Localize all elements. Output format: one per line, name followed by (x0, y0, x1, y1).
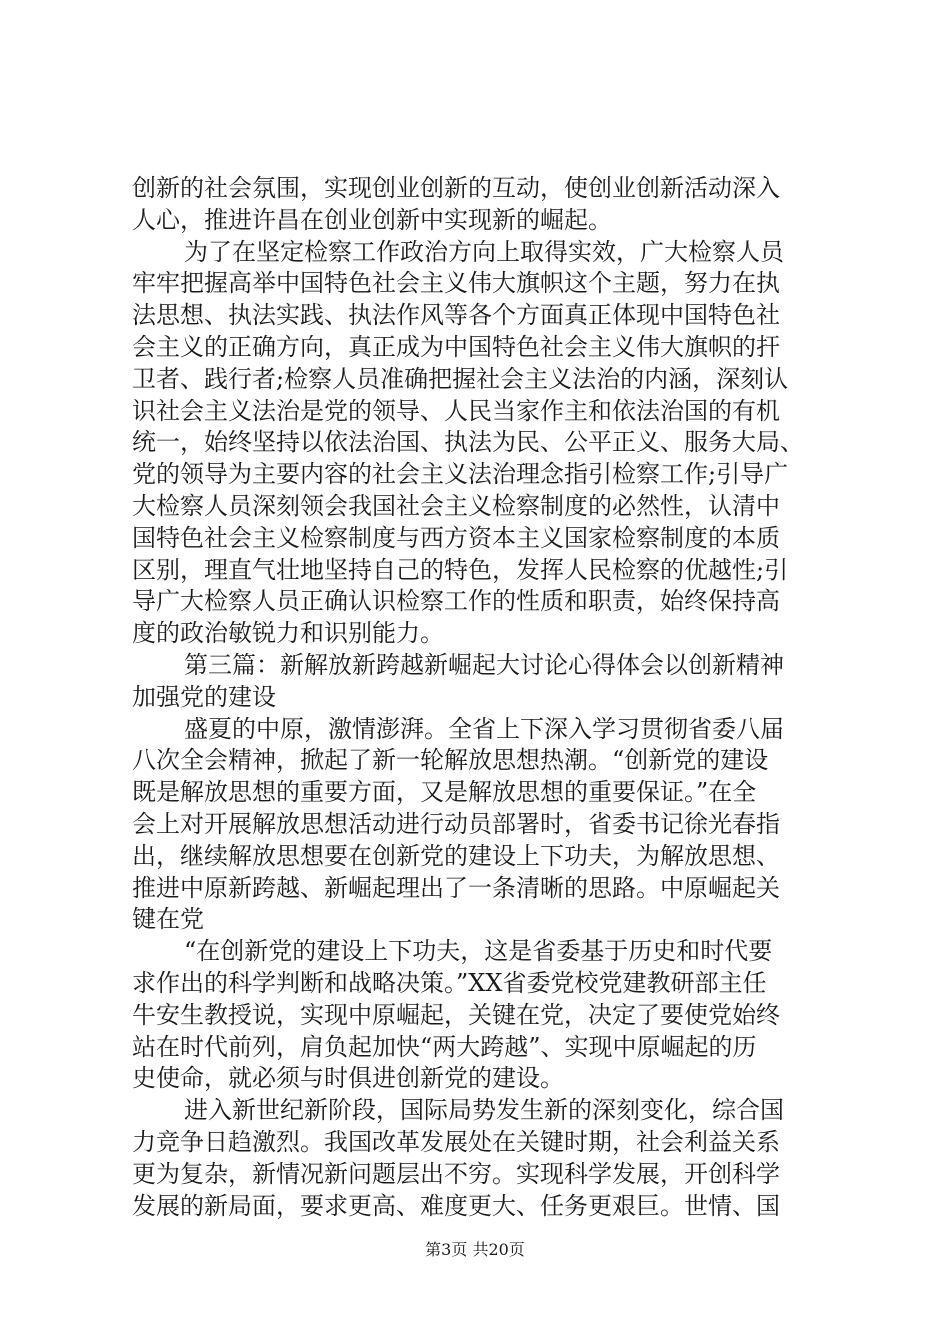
text-line: 推进中原新跨越、新崛起理出了一条清晰的思路。中原崛起关 (132, 873, 780, 902)
paragraph (132, 936, 834, 1095)
paragraph (132, 237, 834, 650)
text-line: 求作出的科学判断和战略决策。”XX省委党校党建教研部主任 (132, 968, 767, 997)
text-line: 八次全会精神，掀起了新一轮解放思想热潮。“创新党的建设 (132, 746, 769, 775)
text-line: 会上对开展解放思想活动进行动员部署时，省委书记徐光春指 (132, 809, 780, 838)
text-line: 创新的社会氛围，实现创业创新的互动，使创业创新活动深入 (132, 174, 780, 202)
text-line: 牢牢把握高举中国特色社会主义伟大旗帜这个主题，努力在执 (132, 269, 780, 298)
text-line: 第三篇：新解放新跨越新崛起大讨论心得体会以创新精神 (184, 650, 784, 679)
text-line: 更为复杂，新情况新问题层出不穷。实现科学发展，开创科学 (132, 1159, 780, 1188)
document-body (132, 173, 834, 1222)
text-line: 法思想、执法实践、执法作风等各个方面真正体现中国特色社 (132, 301, 780, 330)
text-line: 力竞争日趋激烈。我国改革发展处在关键时期，社会利益关系 (132, 1127, 780, 1156)
text-line: 站在时代前列，肩负起加快“两大跨越”、实现中原崛起的历 (132, 1032, 757, 1061)
text-line: 史使命，就必须与时俱进创新党的建设。 (132, 1064, 564, 1093)
text-line: 盛夏的中原，激情澎湃。全省上下深入学习贯彻省委八届 (184, 714, 784, 743)
text-line: 导广大检察人员正确认识检察工作的性质和职责，始终保持高 (132, 587, 780, 616)
text-line: 区别，理直气壮地坚持自己的特色，发挥人民检察的优越性;引 (132, 555, 789, 584)
paragraph (132, 1095, 834, 1222)
text-line: 识社会主义法治是党的领导、人民当家作主和依法治国的有机 (132, 396, 780, 425)
paragraph (132, 173, 834, 237)
text-line: 国特色社会主义检察制度与西方资本主义国家检察制度的本质 (132, 523, 780, 552)
text-line: 为了在坚定检察工作政治方向上取得实效，广大检察人员 (184, 237, 784, 266)
paragraph (132, 650, 834, 714)
text-line: 进入新世纪新阶段，国际局势发生新的深刻变化，综合国 (184, 1096, 784, 1125)
text-line: 卫者、践行者;检察人员准确把握社会主义法治的内涵，深刻认 (132, 364, 789, 393)
text-line: 出，继续解放思想要在创新党的建设上下功夫，为解放思想、 (132, 841, 780, 870)
text-line: 会主义的正确方向，真正成为中国特色社会主义伟大旗帜的扞 (132, 332, 780, 361)
text-line: 键在党 (132, 905, 204, 934)
text-line: 既是解放思想的重要方面，又是解放思想的重要保证。”在全 (132, 778, 757, 807)
paragraph (132, 714, 834, 937)
text-line: 统一，始终坚持以依法治国、执法为民、公平正义、服务大局、 (132, 428, 804, 457)
text-line: 党的领导为主要内容的社会主义法治理念指引检察工作;引导广 (132, 460, 789, 489)
text-line: 度的政治敏锐力和识别能力。 (132, 619, 444, 648)
text-line: 发展的新局面，要求更高、难度更大、任务更艰巨。世情、国 (132, 1191, 780, 1220)
text-line: “在创新党的建设上下功夫，这是省委基于历史和时代要 (184, 937, 773, 966)
text-line: 大检察人员深刻领会我国社会主义检察制度的必然性，认清中 (132, 491, 780, 520)
text-line: 加强党的建设 (132, 682, 276, 711)
page-footer: 第3页 共20页 (425, 1240, 525, 1259)
text-line: 人心，推进许昌在创业创新中实现新的崛起。 (132, 205, 612, 234)
text-line: 牛安生教授说，实现中原崛起，关键在党，决定了要使党始终 (132, 1000, 780, 1029)
